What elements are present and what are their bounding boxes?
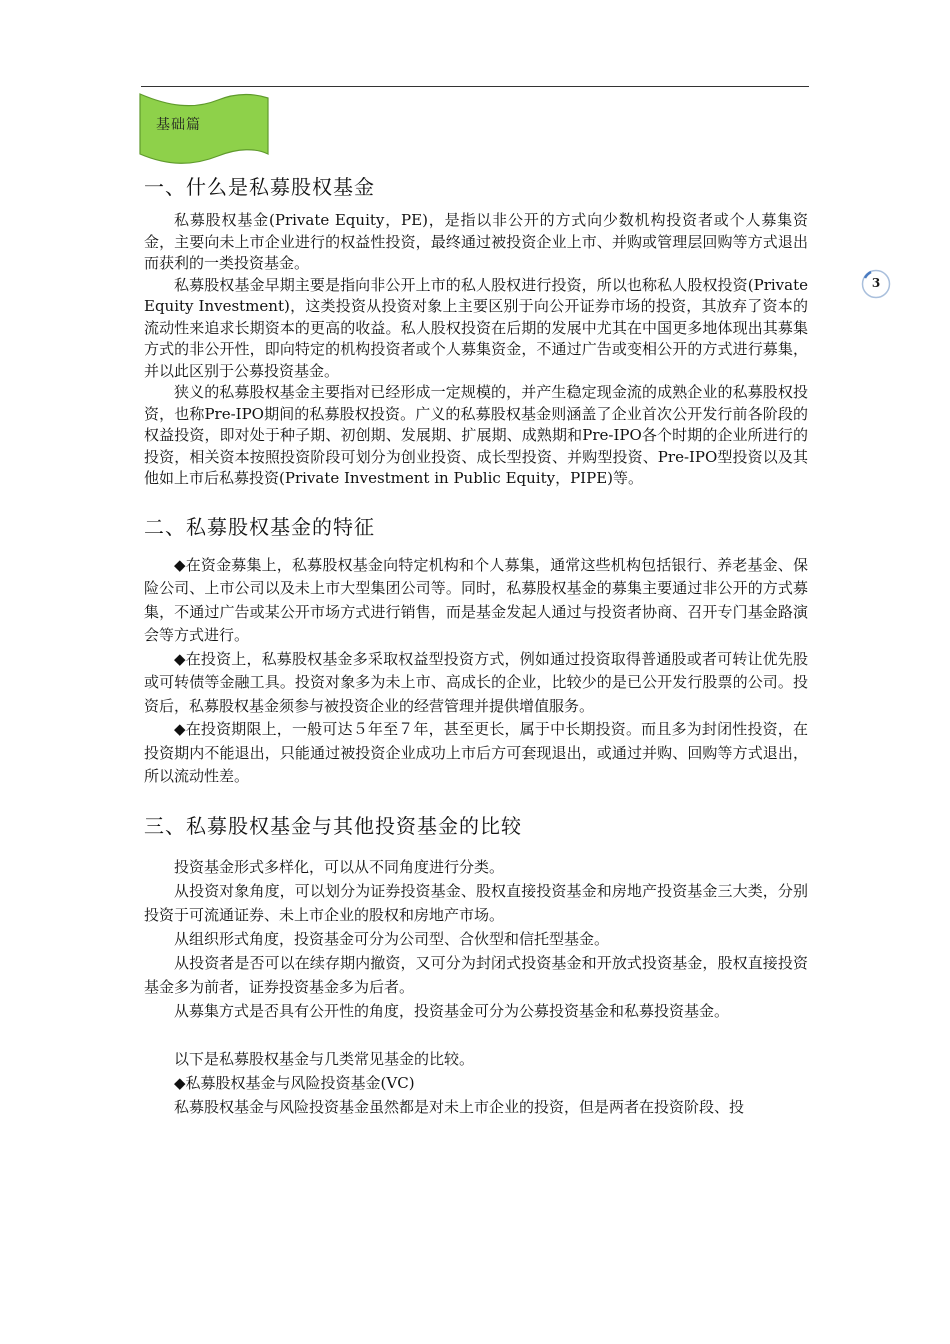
section-pe-features [144, 510, 808, 789]
paragraph-gap [144, 1023, 808, 1047]
paragraph: 投资基金形式多样化，可以从不同角度进行分类。 [174, 857, 505, 876]
paragraph: 私募股权基金早期主要是指向非公开上市的私人股权进行投资，所以也称私人股权投资(Private Equity Investment)，这类投资从投资对象上主要区别于向公开证券市场的投资，其放弃了资本的流动性来追求长期资本的更高的收益。私人股权投资在后期的发展中尤其在中国更多地体现出其募集方式的非公开性，即向特定的机构投资者或个人募集资金，不通过广告或变相公开的方式进行募集，并以此区别于公募投资基金。 [144, 275, 808, 380]
bullet-paragraph: ◆在投资上，私募股权基金多采取权益型投资方式，例如通过投资取得普通股或者可转让优先股或可转债等金融工具。投资对象多为未上市、高成长的企业，比较少的是已公开发行股票的公司。投资后，私募股权基金须参与被投资企业的经营管理并提供增值服务。 [144, 649, 808, 715]
section-tag-label: 基础篇 [156, 117, 201, 133]
section-heading: 二、私募股权基金的特征 [144, 514, 375, 539]
paragraph: 私募股权基金(Private Equity，PE)，是指以非公开的方式向少数机构投资者或个人募集资金，主要向未上市企业进行的权益性投资，最终通过被投资企业上市、并购或管理层回购等方式退出而获利的一类投资基金。 [144, 211, 808, 272]
paragraph: 私募股权基金与风险投资基金虽然都是对未上市企业的投资，但是两者在投资阶段、投 [174, 1097, 745, 1116]
paragraph: 从募集方式是否具有公开性的角度，投资基金可分为公募投资基金和私募投资基金。 [174, 1001, 730, 1020]
section-pe-comparison [144, 809, 808, 1119]
section-heading: 一、什么是私募股权基金 [144, 175, 375, 199]
section-tag-banner [138, 92, 270, 170]
bullet-paragraph: ◆在资金募集上，私募股权基金向特定机构和个人募集，通常这些机构包括银行、养老基金、保险公司、上市公司以及未上市大型集团公司等。同时，私募股权基金的募集主要通过非公开的方式募集，不通过广告或某公开市场方式进行销售，而是基金发起人通过与投资者协商、召开专门基金路演会等方式进行。 [144, 555, 808, 644]
page-number-badge [861, 269, 891, 299]
document-body [144, 170, 808, 1119]
paragraph: 狭义的私募股权基金主要指对已经形成一定规模的，并产生稳定现金流的成熟企业的私募股权投资，也称Pre-IPO期间的私募股权投资。广义的私募股权基金则涵盖了企业首次公开发行前各阶段的权益投资，即对处于种子期、初创期、发展期、扩展期、成熟期和Pre-IPO各个时期的企业所进行的投资，相关资本按照投资阶段可划分为创业投资、成长型投资、并购型投资、Pre-IPO型投资以及其他如上市后私募投资(Private Investment in Public Equity，PIPE)等。 [144, 383, 808, 487]
page-number: 3 [871, 276, 881, 290]
paragraph: 从投资者是否可以在续存期内撤资，又可分为封闭式投资基金和开放式投资基金，股权直接投资基金多为前者，证券投资基金多为后者。 [144, 953, 808, 996]
paragraph: 从投资对象角度，可以划分为证券投资基金、股权直接投资基金和房地产投资基金三大类，分别投资于可流通证券、未上市企业的股权和房地产市场。 [144, 881, 808, 924]
bullet-paragraph: ◆私募股权基金与风险投资基金(VC) [174, 1073, 415, 1092]
bullet-paragraph: ◆在投资期限上，一般可达５年至７年，甚至更长，属于中长期投资。而且多为封闭性投资，在投资期内不能退出，只能通过被投资企业成功上市后方可套现退出，或通过并购、回购等方式退出，所以流动性差。 [144, 720, 808, 785]
section-heading: 三、私募股权基金与其他投资基金的比较 [144, 813, 522, 838]
section-what-is-pe [144, 170, 808, 490]
paragraph: 以下是私募股权基金与几类常见基金的比较。 [174, 1049, 475, 1068]
header-rule [141, 86, 809, 87]
paragraph: 从组织形式角度，投资基金可分为公司型、合伙型和信托型基金。 [174, 929, 610, 948]
